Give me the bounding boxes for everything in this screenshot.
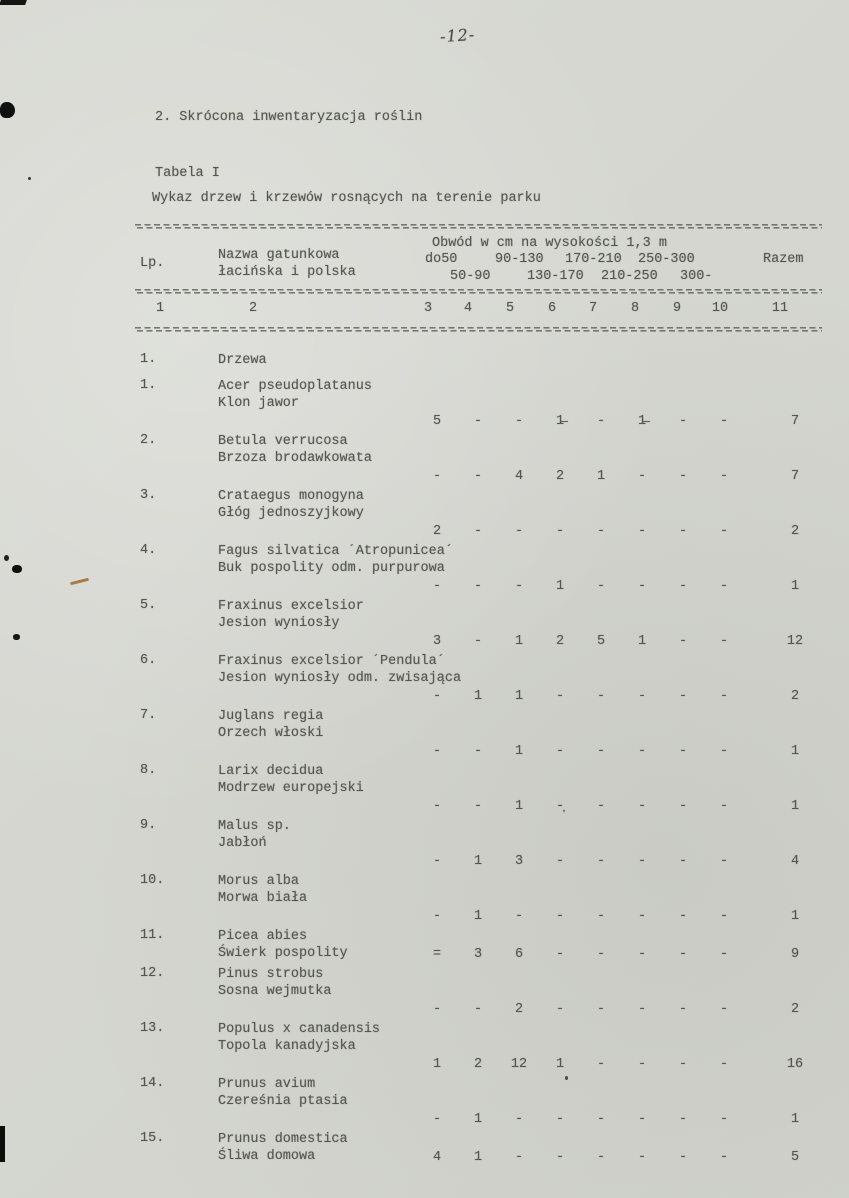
row-total: 2 (790, 524, 800, 539)
species-latin: Pinus strobus (218, 967, 324, 982)
species-name (218, 598, 364, 632)
count-cell: 3 (473, 947, 483, 962)
count-cell: - (596, 799, 606, 814)
species-name (218, 708, 323, 742)
species-latin: Juglans regia (218, 709, 324, 724)
table-row (0, 433, 849, 488)
table-separator (135, 289, 822, 294)
count-cell: - (473, 469, 483, 484)
row-number: 6. (140, 653, 157, 668)
header-name-line2: łacińska i polska (218, 265, 356, 280)
count-cell: - (432, 579, 442, 594)
species-name (218, 653, 461, 687)
count-cell: - (678, 689, 688, 704)
count-cell: - (596, 579, 606, 594)
species-polish: Buk pospolity odm. purpurowa (218, 561, 445, 576)
row-values (0, 1112, 849, 1129)
count-cell: - (555, 1150, 565, 1165)
count-cell: 5 (596, 634, 606, 649)
column-number: 11 (771, 301, 789, 316)
count-cell: - (678, 1057, 688, 1072)
header-lp: Lp. (140, 256, 165, 271)
count-cell: - (637, 579, 647, 594)
count-cell: - (719, 1150, 729, 1165)
row-total: 1 (790, 579, 800, 594)
column-number: 10 (711, 301, 729, 316)
count-cell: - (637, 1057, 647, 1072)
count-cell: - (678, 524, 688, 539)
count-cell: - (637, 799, 647, 814)
table-row (0, 763, 849, 818)
row-total: 4 (790, 854, 800, 869)
row-total: 7 (790, 469, 800, 484)
count-cell: - (637, 689, 647, 704)
count-cell: - (473, 524, 483, 539)
row-values (0, 799, 849, 816)
count-cell: 1 (514, 634, 524, 649)
species-latin: Acer pseudoplatanus (218, 379, 372, 394)
column-number: 5 (505, 301, 515, 316)
table-section-row (0, 352, 849, 378)
table-row (0, 1131, 849, 1169)
row-number: 3. (140, 488, 157, 503)
count-cell: - (719, 524, 729, 539)
header-range-label: 90-130 (495, 252, 544, 267)
count-cell: - (514, 1150, 524, 1165)
row-values (0, 469, 849, 486)
row-number: 9. (140, 818, 157, 833)
count-cell: - (514, 524, 524, 539)
table-title: Wykaz drzew i krzewów rosnących na terenie parku (152, 191, 541, 206)
count-cell: - (432, 689, 442, 704)
row-total: 2 (790, 1002, 800, 1017)
count-cell: 3 (432, 634, 442, 649)
count-cell: 12 (510, 1057, 528, 1072)
scan-artifact-top-bar (0, 0, 27, 5)
count-cell: - (432, 469, 442, 484)
column-number: 7 (588, 301, 598, 316)
count-cell: - (719, 469, 729, 484)
species-polish: Topola kanadyjska (218, 1039, 356, 1054)
row-total: 1 (790, 799, 800, 814)
column-number: 8 (630, 301, 640, 316)
species-name (218, 873, 307, 907)
section-heading: 2. Skrócona inwentaryzacja roślin (155, 110, 423, 125)
count-cell: 2 (432, 524, 442, 539)
count-cell: - (719, 414, 729, 429)
row-number: 10. (140, 873, 165, 888)
row-values (0, 414, 849, 431)
table-row (0, 1076, 849, 1131)
count-cell: - (432, 1112, 442, 1127)
column-number: 1 (155, 301, 165, 316)
count-cell: = (432, 947, 442, 962)
count-cell: 1̶ (555, 414, 565, 429)
count-cell: - (473, 799, 483, 814)
species-polish: Klon jawor (218, 396, 300, 411)
count-cell: - (678, 854, 688, 869)
count-cell: - (514, 579, 524, 594)
species-polish: Modrzew europejski (218, 781, 364, 796)
count-cell: - (637, 947, 647, 962)
species-name (218, 966, 331, 1000)
species-name (218, 1076, 348, 1110)
count-cell: 1 (637, 634, 647, 649)
count-cell: 1̶ (637, 414, 647, 429)
count-cell: - (432, 744, 442, 759)
row-number: 14. (140, 1076, 165, 1091)
row-values (0, 744, 849, 761)
header-range-row2 (0, 269, 849, 286)
count-cell: - (596, 854, 606, 869)
count-cell: - (596, 1150, 606, 1165)
row-values (0, 909, 849, 926)
count-cell: - (514, 909, 524, 924)
count-cell: - (719, 579, 729, 594)
page-number: -12- (439, 24, 476, 47)
count-cell: - (678, 1112, 688, 1127)
header-range-label: do50 (425, 252, 458, 267)
species-latin: Fraxinus excelsior (218, 599, 364, 614)
species-polish: Jabłoń (218, 836, 267, 851)
count-cell: 1 (514, 689, 524, 704)
table-row (0, 598, 849, 653)
count-cell: 1 (473, 1112, 483, 1127)
header-range-label: 130-170 (527, 269, 584, 284)
count-cell: - (637, 469, 647, 484)
row-total: 16 (786, 1057, 804, 1072)
row-values (0, 947, 849, 964)
count-cell: 1 (555, 1057, 565, 1072)
count-cell: - (678, 799, 688, 814)
count-cell: 1 (555, 579, 565, 594)
row-values (0, 579, 849, 596)
count-cell: - (719, 744, 729, 759)
count-cell: - (514, 1112, 524, 1127)
species-name (218, 763, 364, 797)
count-cell: - (596, 744, 606, 759)
header-range-row1 (0, 252, 849, 269)
count-cell: - (473, 1002, 483, 1017)
count-cell: - (596, 947, 606, 962)
count-cell: - (473, 634, 483, 649)
species-latin: Morus alba (218, 874, 300, 889)
count-cell: 4 (514, 469, 524, 484)
species-name (218, 543, 453, 577)
count-cell: - (596, 1112, 606, 1127)
count-cell: - (678, 947, 688, 962)
species-polish: Czereśnia ptasia (218, 1094, 348, 1109)
section-label: Drzewa (218, 353, 267, 368)
count-cell: - (719, 854, 729, 869)
row-number: 7. (140, 708, 157, 723)
count-cell: - (473, 414, 483, 429)
row-number: 4. (140, 543, 157, 558)
table-rows (0, 352, 849, 1169)
species-latin: Fagus silvatica ´Atropunicea´ (218, 544, 453, 559)
count-cell: - (637, 1002, 647, 1017)
table-row (0, 378, 849, 433)
table-row (0, 1021, 849, 1076)
row-values (0, 1150, 849, 1167)
species-polish: Śliwa domowa (218, 1149, 316, 1164)
header-range-label: 170-210 (565, 252, 622, 267)
count-cell: 2 (473, 1057, 483, 1072)
column-number: 9 (672, 301, 682, 316)
section-number: 1. (140, 352, 157, 367)
count-cell: - (555, 524, 565, 539)
count-cell: - (678, 414, 688, 429)
header-name-line1: Nazwa gatunkowa (218, 248, 340, 263)
row-values (0, 524, 849, 541)
row-values (0, 1002, 849, 1019)
count-cell: - (719, 689, 729, 704)
table-row (0, 488, 849, 543)
row-number: 15. (140, 1131, 165, 1146)
species-polish: Morwa biała (218, 891, 308, 906)
count-cell: - (678, 1002, 688, 1017)
species-polish: Sosna wejmutka (218, 984, 332, 999)
count-cell: - (555, 947, 565, 962)
count-cell: - (719, 947, 729, 962)
header-range-label: 250-300 (638, 252, 695, 267)
count-cell: - (596, 1002, 606, 1017)
count-cell: - (596, 909, 606, 924)
table-row (0, 543, 849, 598)
species-name (218, 1021, 380, 1055)
header-range-label: 50-90 (450, 269, 491, 284)
count-cell: 1 (473, 1150, 483, 1165)
count-cell: - (555, 1112, 565, 1127)
row-total: 2 (790, 689, 800, 704)
species-latin: Betula verrucosa (218, 434, 348, 449)
species-polish: Orzech włoski (218, 726, 324, 741)
count-cell: 6 (514, 947, 524, 962)
count-cell: - (514, 414, 524, 429)
count-cell: - (637, 854, 647, 869)
count-cell: 1 (514, 744, 524, 759)
table-separator (135, 327, 822, 332)
count-cell: - (719, 1112, 729, 1127)
column-number: 3 (423, 301, 433, 316)
count-cell: - (678, 909, 688, 924)
count-cell: - (555, 744, 565, 759)
column-number-row (0, 301, 849, 319)
column-number: 6 (547, 301, 557, 316)
column-number: 2 (248, 301, 258, 316)
table-row (0, 818, 849, 873)
row-total: 5 (790, 1150, 800, 1165)
row-values (0, 854, 849, 871)
count-cell: - (473, 744, 483, 759)
species-latin: Larix decidua (218, 764, 324, 779)
row-total: 1 (790, 1112, 800, 1127)
count-cell: - (678, 469, 688, 484)
species-name (218, 488, 364, 522)
count-cell: - (678, 1150, 688, 1165)
count-cell: - (678, 579, 688, 594)
count-cell: 1 (473, 909, 483, 924)
count-cell: 4 (432, 1150, 442, 1165)
count-cell: - (637, 909, 647, 924)
count-cell: 2 (555, 469, 565, 484)
count-cell: 1 (473, 854, 483, 869)
count-cell: - (555, 689, 565, 704)
count-cell: 3 (514, 854, 524, 869)
count-cell: - (432, 909, 442, 924)
count-cell: 1 (514, 799, 524, 814)
count-cell: - (555, 1002, 565, 1017)
count-cell: - (719, 1057, 729, 1072)
count-cell: - (678, 634, 688, 649)
species-latin: Crataegus monogyna (218, 489, 364, 504)
species-name (218, 433, 372, 467)
table-separator (135, 224, 822, 229)
row-number: 12. (140, 966, 165, 981)
count-cell: 1 (596, 469, 606, 484)
scan-artifact-blob (0, 102, 15, 118)
row-total: 7 (790, 414, 800, 429)
count-cell: - (432, 1002, 442, 1017)
row-values (0, 689, 849, 706)
count-cell: 2 (514, 1002, 524, 1017)
count-cell: - (637, 524, 647, 539)
count-cell: - (719, 799, 729, 814)
count-cell: -̦ (555, 799, 565, 814)
species-latin: Prunus domestica (218, 1132, 348, 1147)
table-row (0, 873, 849, 928)
scan-artifact-dot (28, 177, 31, 180)
species-polish: Jesion wyniosły (218, 616, 340, 631)
row-total: 12 (786, 634, 804, 649)
species-polish: Świerk pospolity (218, 946, 348, 961)
count-cell: - (637, 1112, 647, 1127)
column-number: 4 (463, 301, 473, 316)
count-cell: - (596, 689, 606, 704)
table-row (0, 966, 849, 1021)
species-name (218, 378, 372, 412)
header-razem: Razem (763, 252, 804, 267)
table-row (0, 928, 849, 966)
count-cell: - (719, 634, 729, 649)
species-latin: Picea abies (218, 929, 308, 944)
count-cell: 1 (473, 689, 483, 704)
count-cell: - (596, 1057, 606, 1072)
count-cell: - (596, 524, 606, 539)
table-row (0, 708, 849, 763)
count-cell: - (555, 854, 565, 869)
row-number: 8. (140, 763, 157, 778)
row-total: 1 (790, 909, 800, 924)
header-range-label: 300- (680, 269, 713, 284)
count-cell: 1 (432, 1057, 442, 1072)
row-total: 1 (790, 744, 800, 759)
species-polish: Brzoza brodawkowata (218, 451, 372, 466)
row-total: 9 (790, 947, 800, 962)
table-header (0, 234, 849, 292)
species-latin: Fraxinus excelsior ´Pendula´ (218, 654, 445, 669)
row-number: 2. (140, 433, 157, 448)
species-polish: Głóg jednoszyjkowy (218, 506, 364, 521)
count-cell: - (719, 1002, 729, 1017)
header-range-label: 210-250 (601, 269, 658, 284)
header-obwod-title: Obwód w cm na wysokości 1,3 m (432, 236, 667, 251)
count-cell: 2 (555, 634, 565, 649)
species-latin: Malus sp. (218, 819, 291, 834)
count-cell: - (678, 744, 688, 759)
species-latin: Populus x canadensis (218, 1022, 381, 1037)
count-cell: - (432, 854, 442, 869)
count-cell: 5 (432, 414, 442, 429)
row-number: 13. (140, 1021, 165, 1036)
row-number: 5. (140, 598, 157, 613)
row-values (0, 634, 849, 651)
count-cell: - (432, 799, 442, 814)
species-name (218, 818, 291, 852)
count-cell: - (637, 1150, 647, 1165)
species-polish: Jesion wyniosły odm. zwisająca (218, 671, 462, 686)
row-values (0, 1057, 849, 1074)
count-cell: - (637, 744, 647, 759)
count-cell: - (596, 414, 606, 429)
species-latin: Prunus avium (218, 1077, 316, 1092)
table-label: Tabela I (155, 166, 220, 181)
row-number: 11. (140, 928, 165, 943)
table-row (0, 653, 849, 708)
count-cell: - (555, 909, 565, 924)
count-cell: - (719, 909, 729, 924)
count-cell: - (473, 579, 483, 594)
row-number: 1. (140, 378, 157, 393)
